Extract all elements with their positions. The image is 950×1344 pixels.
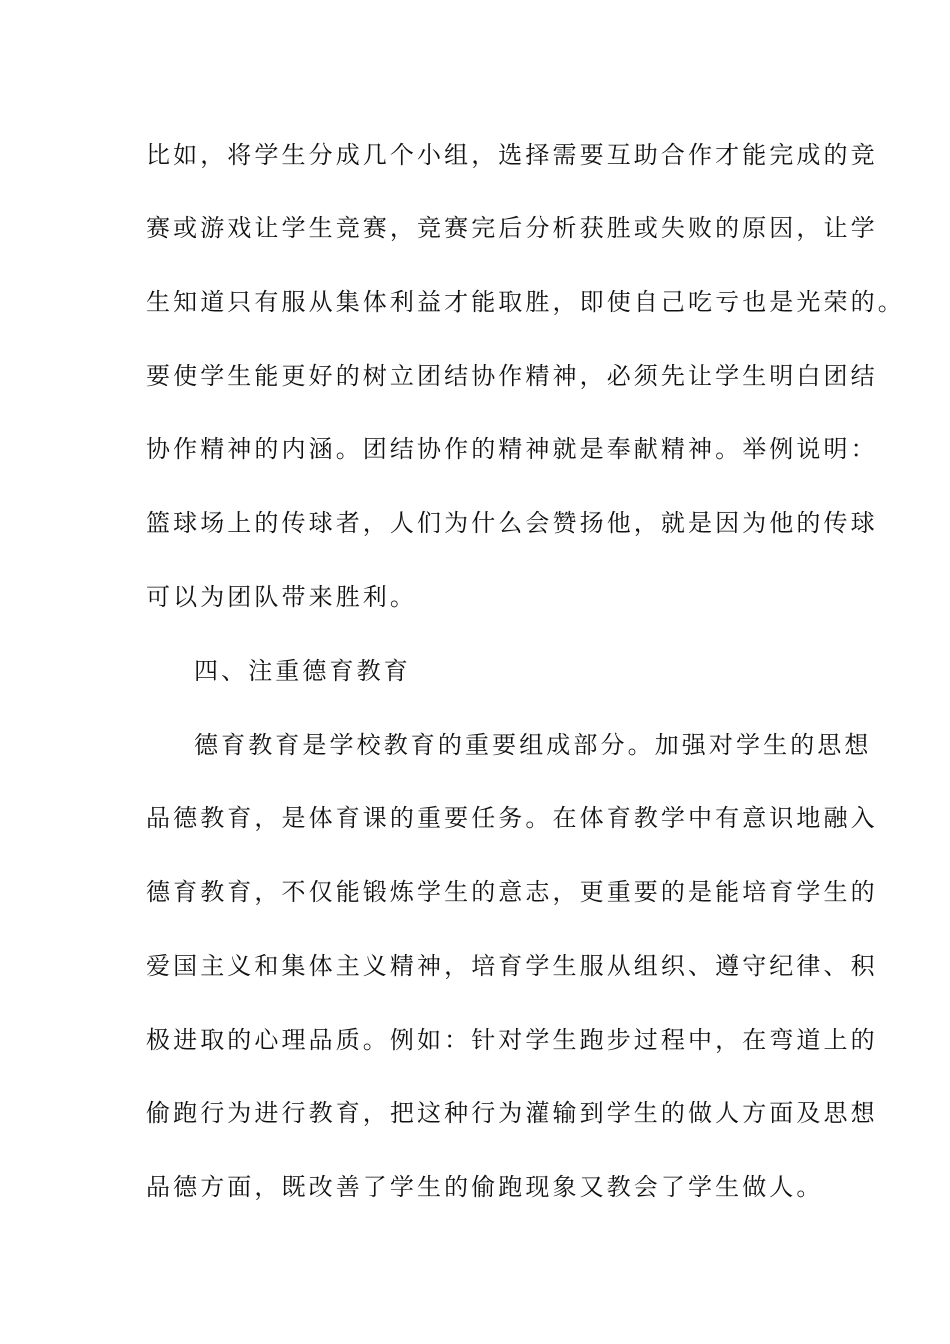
text-line: 比如，将学生分成几个小组，选择需要互助合作才能完成的竞 [146, 141, 878, 169]
section-heading: 四、注重德育教育 [194, 657, 411, 685]
text-line: 品德方面，既改善了学生的偷跑现象又教会了学生做人。 [146, 1173, 824, 1201]
text-line: 德育教育是学校教育的重要组成部分。加强对学生的思想 [194, 731, 872, 759]
text-line: 要使学生能更好的树立团结协作精神，必须先让学生明白团结 [146, 362, 878, 390]
text-line: 可以为团队带来胜利。 [146, 583, 417, 611]
text-line: 德育教育，不仅能锻炼学生的意志，更重要的是能培育学生的 [146, 878, 878, 906]
text-line: 篮球场上的传球者，人们为什么会赞扬他，就是因为他的传球 [146, 509, 878, 537]
text-line: 偷跑行为进行教育，把这种行为灌输到学生的做人方面及思想 [146, 1099, 878, 1127]
text-line: 爱国主义和集体主义精神，培育学生服从组织、遵守纪律、积 [146, 952, 878, 980]
text-line: 极进取的心理品质。例如：针对学生跑步过程中，在弯道上的 [146, 1026, 878, 1054]
text-line: 协作精神的内涵。团结协作的精神就是奉献精神。举例说明： [146, 435, 878, 463]
text-line: 品德教育，是体育课的重要任务。在体育教学中有意识地融入 [146, 804, 878, 832]
text-line: 赛或游戏让学生竞赛，竞赛完后分析获胜或失败的原因，让学 [146, 214, 878, 242]
text-line: 生知道只有服从集体利益才能取胜，即使自己吃亏也是光荣的。 [146, 288, 905, 316]
